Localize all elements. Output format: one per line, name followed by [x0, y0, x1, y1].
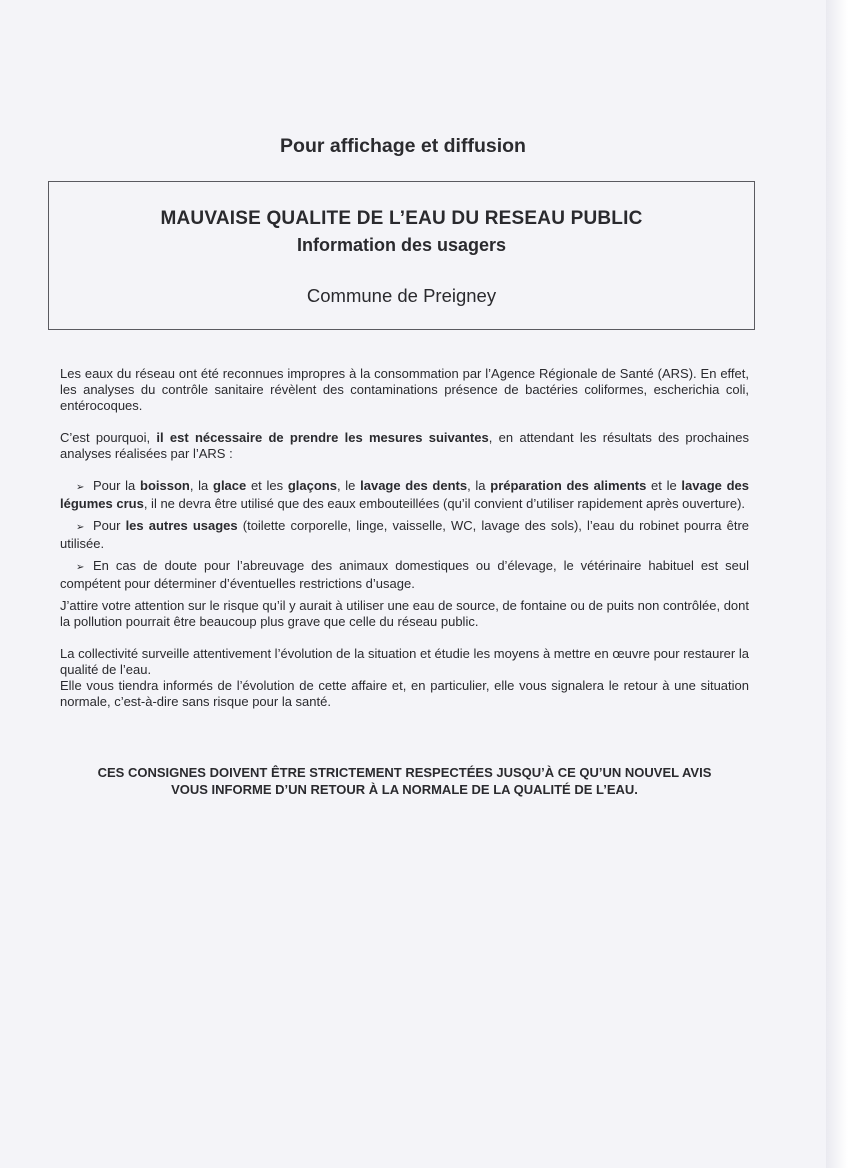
text-run-bold: boisson: [140, 478, 190, 493]
list-item-drinking: [60, 478, 749, 512]
text-run: Pour la: [93, 478, 140, 493]
text-run: En cas de doute pour l’abreuvage des animaux domestiques ou d’élevage, le vétérinaire habituel est seul compétent pour déterminer d’éventuelles restrictions d’usage.: [60, 558, 749, 591]
closing-line: CES CONSIGNES DOIVENT ÊTRE STRICTEMENT RESPECTÉES JUSQU’À CE QU’UN NOUVEL AVIS: [97, 765, 712, 780]
list-item-other-uses: [60, 518, 749, 552]
paragraph-contamination: Les eaux du réseau ont été reconnues impropres à la consommation par l’Agence Régionale de Santé (ARS). En effet, les analyses du contrôle sanitaire révèlent des contaminations présence de bactéries coliformes, escherichia coli, entérocoques.: [60, 366, 749, 413]
commune-line: Commune de Preigney: [306, 285, 497, 306]
page-edge: [826, 0, 848, 1168]
text-run-bold: lavage des dents: [360, 478, 468, 493]
subtitle-line: Information des usagers: [296, 235, 507, 255]
text-run-bold: glaçons: [287, 478, 337, 493]
text-run: (toilette corporelle, linge, vaisselle, WC, lavage des sols), l’eau du robinet pourra être utilisée.: [60, 518, 750, 551]
text-run: Pour: [93, 518, 126, 533]
title-line: MAUVAISE QUALITE DE L’EAU DU RESEAU PUBLIC: [160, 208, 643, 229]
text-run-bold: lavage des légumes crus: [60, 478, 750, 511]
closing-line: VOUS INFORME D’UN RETOUR À LA NORMALE DE LA QUALITÉ DE L’EAU.: [171, 782, 638, 797]
notice-body: [60, 366, 749, 710]
text-run: , le: [336, 478, 361, 493]
closing-instructions: [60, 764, 749, 798]
text-run-bold: les autres usages: [125, 518, 238, 533]
text-run: C’est pourquoi,: [60, 430, 157, 445]
list-item-animals: [60, 558, 749, 592]
text-run-bold: glace: [213, 478, 247, 493]
paragraph-monitoring: [60, 646, 749, 710]
text-run: La collectivité surveille attentivement l’évolution de la situation et étudie les moyens à mettre en œuvre pour restaurer la qualité de l’eau.: [60, 646, 749, 677]
text-run: , la: [467, 478, 491, 493]
page-heading: Pour affichage et diffusion: [280, 135, 526, 157]
arrow-bullet-icon: ➢: [76, 562, 85, 573]
paragraph-measures: [60, 430, 749, 462]
arrow-bullet-icon: ➢: [76, 482, 85, 493]
text-run: et le: [646, 478, 682, 493]
paragraph-risk: J’attire votre attention sur le risque qu’il y aurait à utiliser une eau de source, de fontaine ou de puits non contrôlée, dont la pollution pourrait être beaucoup plus grave que celle du réseau public.: [60, 598, 749, 629]
text-run: , il ne devra être utilisé que des eaux embouteillées (qu’il convient d’utiliser rapidement après ouverture).: [143, 496, 746, 511]
text-run: , la: [189, 478, 213, 493]
text-run-bold: préparation des aliments: [490, 478, 647, 493]
title-box: [48, 181, 755, 330]
text-run: et les: [246, 478, 288, 493]
text-run: Elle vous tiendra informés de l’évolution de cette affaire et, en particulier, elle vous signalera le retour à une situation normale, c’est-à-dire sans risque pour la santé.: [60, 678, 749, 709]
arrow-bullet-icon: ➢: [76, 522, 85, 533]
text-run-bold: il est nécessaire de prendre les mesures suivantes: [156, 430, 489, 445]
measures-list: [60, 478, 749, 592]
text-run: , en attendant les résultats des prochaines analyses réalisées par l’ARS :: [60, 430, 749, 461]
